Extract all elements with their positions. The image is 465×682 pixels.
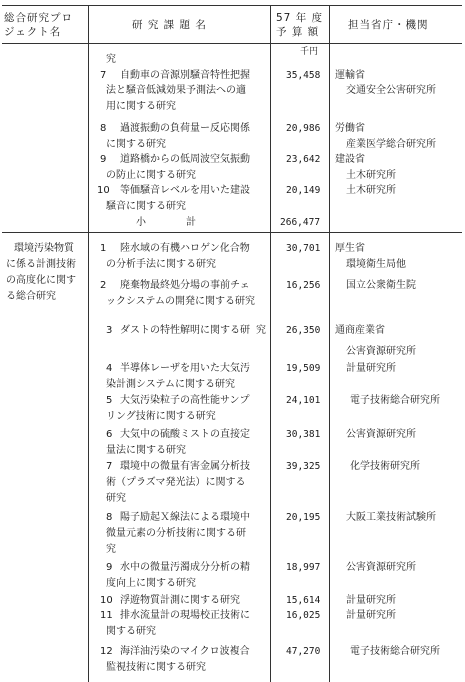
row-number: 4 [106,363,113,374]
row-agency-line: 環境衛生局他 [346,259,406,270]
row-number: 7 [100,70,107,81]
project-name-line: る総合研究 [6,291,56,302]
row-title-line: 用に関する研究 [106,101,176,112]
row-amount: 18,997 [286,562,321,573]
row-agency-line: 電子技術総合研究所 [350,395,440,406]
row-agency-line: 電子技術総合研究所 [350,646,440,657]
row-number: 1 [100,243,107,254]
row-amount: 23,642 [286,154,321,165]
row-amount: 15,614 [286,595,321,606]
header-project-line2: ジェクト名 [4,26,62,38]
row-amount: 16,025 [286,610,321,621]
row-title-line: 究 [106,544,116,555]
row-title-line: の防止に関する研究 [106,170,196,181]
row-amount: 30,381 [286,429,321,440]
row-title-line: 道路橋からの低周波空気振動 [120,154,250,165]
row-title-line: 浮遊物質計測に関する研究 [120,595,240,606]
header-project-line1: 総合研究プロ [4,12,73,24]
row-title-line: 環境中の微量有害金属分析技 [120,461,250,472]
row-agency-line: 公害資源研究所 [346,562,416,573]
row-number: 10 [97,185,110,196]
unit-label: 千円 [300,47,319,57]
row-title-line: ダストの特性解明に関する研 [120,325,250,336]
row-agency-line: 公害資源研究所 [346,429,416,440]
row-title-line: 騒音に関する研究 [106,201,186,212]
row-agency-line: 労働省 [335,123,365,134]
row-title-line: 法と騒音低減効果予測法への適 [106,85,246,96]
row-number: 3 [106,325,113,336]
project-name-line: に係る計測技術 [6,259,76,270]
row-number: 7 [106,461,113,472]
row-amount: 20,149 [286,185,321,196]
row-agency-line: 計量研究所 [346,363,396,374]
row-title-line: 大気汚染粒子の高性能サンプ [120,395,250,406]
row-title-line: 微量元素の分析技術に関する研 [106,528,246,539]
row-agency-line: 公害資源研究所 [346,346,416,357]
col2-divider [270,5,271,682]
row-title-line: リング技術に関する研究 [106,411,216,422]
row-title-line: 術（プラズマ発光法）に関する [106,477,246,488]
row-number: 5 [106,395,113,406]
row-title-line: 大気中の硫酸ミストの直接定 [120,429,250,440]
row-title-line: 度向上に関する研究 [106,578,196,589]
row-title-line: 水中の微量汚濁成分分析の精 [120,562,250,573]
row-amount: 24,101 [286,395,321,406]
row-agency-line: 土木研究所 [346,185,396,196]
row-number: 9 [100,154,107,165]
header-bottom-border [2,43,462,44]
row-title-line: 自動車の音源別騒音特性把握 [120,70,250,81]
row-title-line: 過渡振動の負荷量ー反応関係 [120,123,250,134]
row-number: 10 [100,595,113,606]
row-amount: 20,986 [286,123,321,134]
row-number: 2 [100,280,107,291]
row-amount: 19,509 [286,363,321,374]
header-title: 研 究 課 題 名 [132,19,207,31]
project-name-line: の高度化に関す [6,275,76,286]
row-amount: 20,195 [286,512,321,523]
row-title-line: 染計測システムに関する研究 [106,379,235,390]
col3-divider [329,5,330,682]
row-agency-line: 交通安全公害研究所 [346,85,436,96]
header-budget-line1: 57 年 度 [276,12,324,24]
row-number: 9 [106,562,113,573]
row-title-line: 陸水域の有機ハロゲン化合物 [120,243,250,254]
row-title-line: 関する研究 [106,626,156,637]
row-title-line: 究 [256,325,266,336]
subtotal-amount: 266,477 [280,217,321,228]
row-number: 8 [106,512,113,523]
row-agency-line: 厚生省 [335,243,365,254]
row-title-line: 量法に関する研究 [106,445,186,456]
row-title-line: 監視技術に関する研究 [106,662,206,673]
header-agency: 担当省庁・機関 [348,19,429,31]
row-title-line: の分析手法に関する研究 [106,259,216,270]
row-amount: 39,325 [286,461,321,472]
row-agency-line: 計量研究所 [346,610,396,621]
row-title-line: に関する研究 [106,139,166,150]
header-budget-line2: 予 算 額 [276,26,320,38]
continuation-text: 究 [106,54,116,65]
row-title-line: 等価騒音レベルを用いた建設 [120,185,250,196]
row-title-line: 排水流量計の現場校正技術に [120,610,250,621]
project-name-line: 環境汚染物質 [14,243,74,254]
row-title-line: 半導体レーザを用いた大気汚 [120,363,250,374]
row-number: 8 [100,123,107,134]
row-amount: 30,701 [286,243,321,254]
row-agency-line: 産業医学総合研究所 [346,139,436,150]
row-number: 11 [100,610,113,621]
row-number: 6 [106,429,113,440]
subtotal-label: 小 計 [136,217,196,228]
row-agency-line: 土木研究所 [346,170,396,181]
row-agency-line: 国立公衆衛生院 [346,280,416,291]
row-amount: 16,256 [286,280,321,291]
row-title-line: 廃棄物最終処分場の事前チェ [120,280,250,291]
section-divider [2,232,462,233]
row-agency-line: 大阪工業技術試験所 [346,512,436,523]
table-top-border [2,5,462,6]
row-agency-line: 通商産業省 [335,325,385,336]
row-title-line: 研究 [106,493,126,504]
col1-divider [88,5,89,682]
row-agency-line: 運輸省 [335,70,365,81]
row-title-line: 海洋油汚染のマイクロ波複合 [120,646,250,657]
row-number: 12 [100,646,113,657]
row-title-line: ックシステムの開発に関する研究 [106,296,255,307]
row-agency-line: 計量研究所 [346,595,396,606]
row-agency-line: 化学技術研究所 [350,461,420,472]
row-agency-line: 建設省 [335,154,365,165]
row-title-line: 陽子励起Ｘ線法による環境中 [120,512,250,523]
row-amount: 47,270 [286,646,321,657]
row-amount: 35,458 [286,70,321,81]
row-amount: 26,350 [286,325,321,336]
